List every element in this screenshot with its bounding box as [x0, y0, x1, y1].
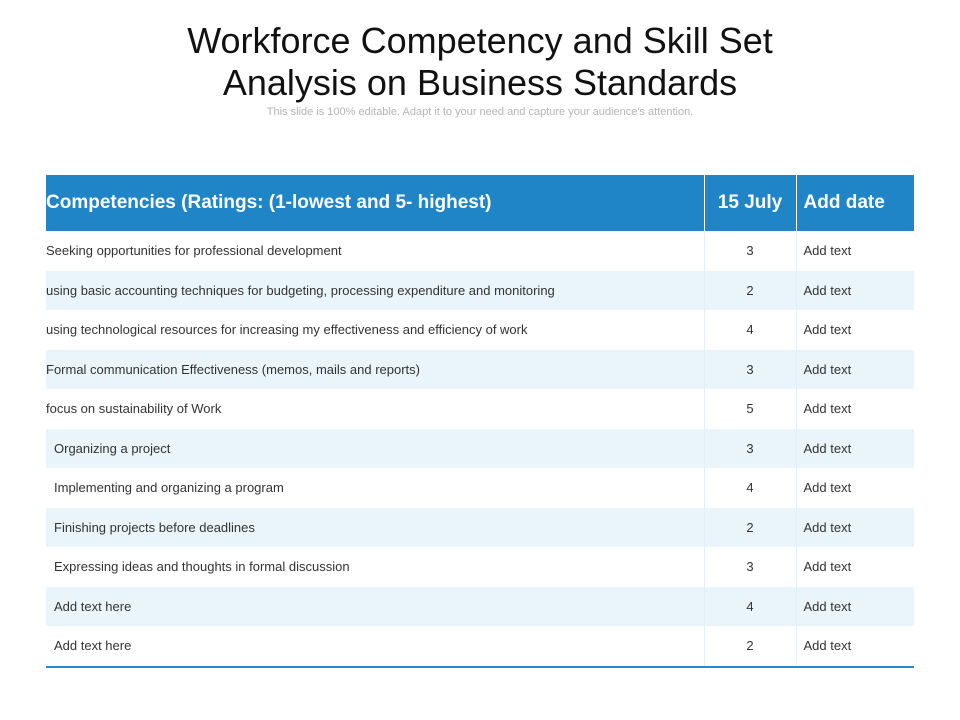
- note-cell: Add text: [796, 271, 914, 311]
- note-cell: Add text: [796, 626, 914, 667]
- rating-cell: 3: [704, 350, 796, 390]
- competency-cell: Finishing projects before deadlines: [46, 508, 704, 548]
- rating-cell: 2: [704, 271, 796, 311]
- note-cell: Add text: [796, 468, 914, 508]
- competency-cell: Seeking opportunities for professional development: [46, 231, 704, 271]
- table-header-row: [46, 175, 914, 231]
- table-row: [46, 587, 914, 627]
- table-row: [46, 271, 914, 311]
- note-cell: Add text: [796, 231, 914, 271]
- note-cell: Add text: [796, 310, 914, 350]
- competency-cell: Implementing and organizing a program: [46, 468, 704, 508]
- table-row: [46, 468, 914, 508]
- note-cell: Add text: [796, 587, 914, 627]
- note-cell: Add text: [796, 508, 914, 548]
- rating-cell: 3: [704, 231, 796, 271]
- rating-cell: 4: [704, 587, 796, 627]
- rating-cell: 2: [704, 626, 796, 667]
- competency-cell: using basic accounting techniques for budgeting, processing expenditure and monitoring: [46, 271, 704, 311]
- rating-cell: 3: [704, 429, 796, 469]
- rating-cell: 2: [704, 508, 796, 548]
- rating-cell: 3: [704, 547, 796, 587]
- note-cell: Add text: [796, 350, 914, 390]
- page-title-line-2: Analysis on Business Standards: [222, 62, 738, 103]
- header-competencies: Competencies (Ratings: (1-lowest and 5- highest): [46, 175, 704, 231]
- competency-cell: Add text here: [46, 587, 704, 627]
- header-date-1: 15 July: [704, 175, 796, 231]
- competency-cell: Formal communication Effectiveness (memos, mails and reports): [46, 350, 704, 390]
- rating-cell: 4: [704, 468, 796, 508]
- page-title-line-1: Workforce Competency and Skill Set: [187, 20, 773, 61]
- table-row: [46, 626, 914, 667]
- page-title: [0, 20, 960, 104]
- competency-table: [46, 175, 914, 668]
- note-cell: Add text: [796, 547, 914, 587]
- table-row: [46, 350, 914, 390]
- table-row: [46, 429, 914, 469]
- table-row: [46, 310, 914, 350]
- note-cell: Add text: [796, 389, 914, 429]
- competency-cell: focus on sustainability of Work: [46, 389, 704, 429]
- rating-cell: 5: [704, 389, 796, 429]
- competency-cell: Add text here: [46, 626, 704, 667]
- competency-cell: Expressing ideas and thoughts in formal discussion: [46, 547, 704, 587]
- competency-cell: Organizing a project: [46, 429, 704, 469]
- table-row: [46, 508, 914, 548]
- page-subtitle: This slide is 100% editable. Adapt it to your need and capture your audience's attention.: [266, 106, 694, 118]
- table-row: [46, 389, 914, 429]
- note-cell: Add text: [796, 429, 914, 469]
- rating-cell: 4: [704, 310, 796, 350]
- header-date-2: Add date: [796, 175, 914, 231]
- table-row: [46, 547, 914, 587]
- table-row: [46, 231, 914, 271]
- competency-cell: using technological resources for increasing my effectiveness and efficiency of work: [46, 310, 704, 350]
